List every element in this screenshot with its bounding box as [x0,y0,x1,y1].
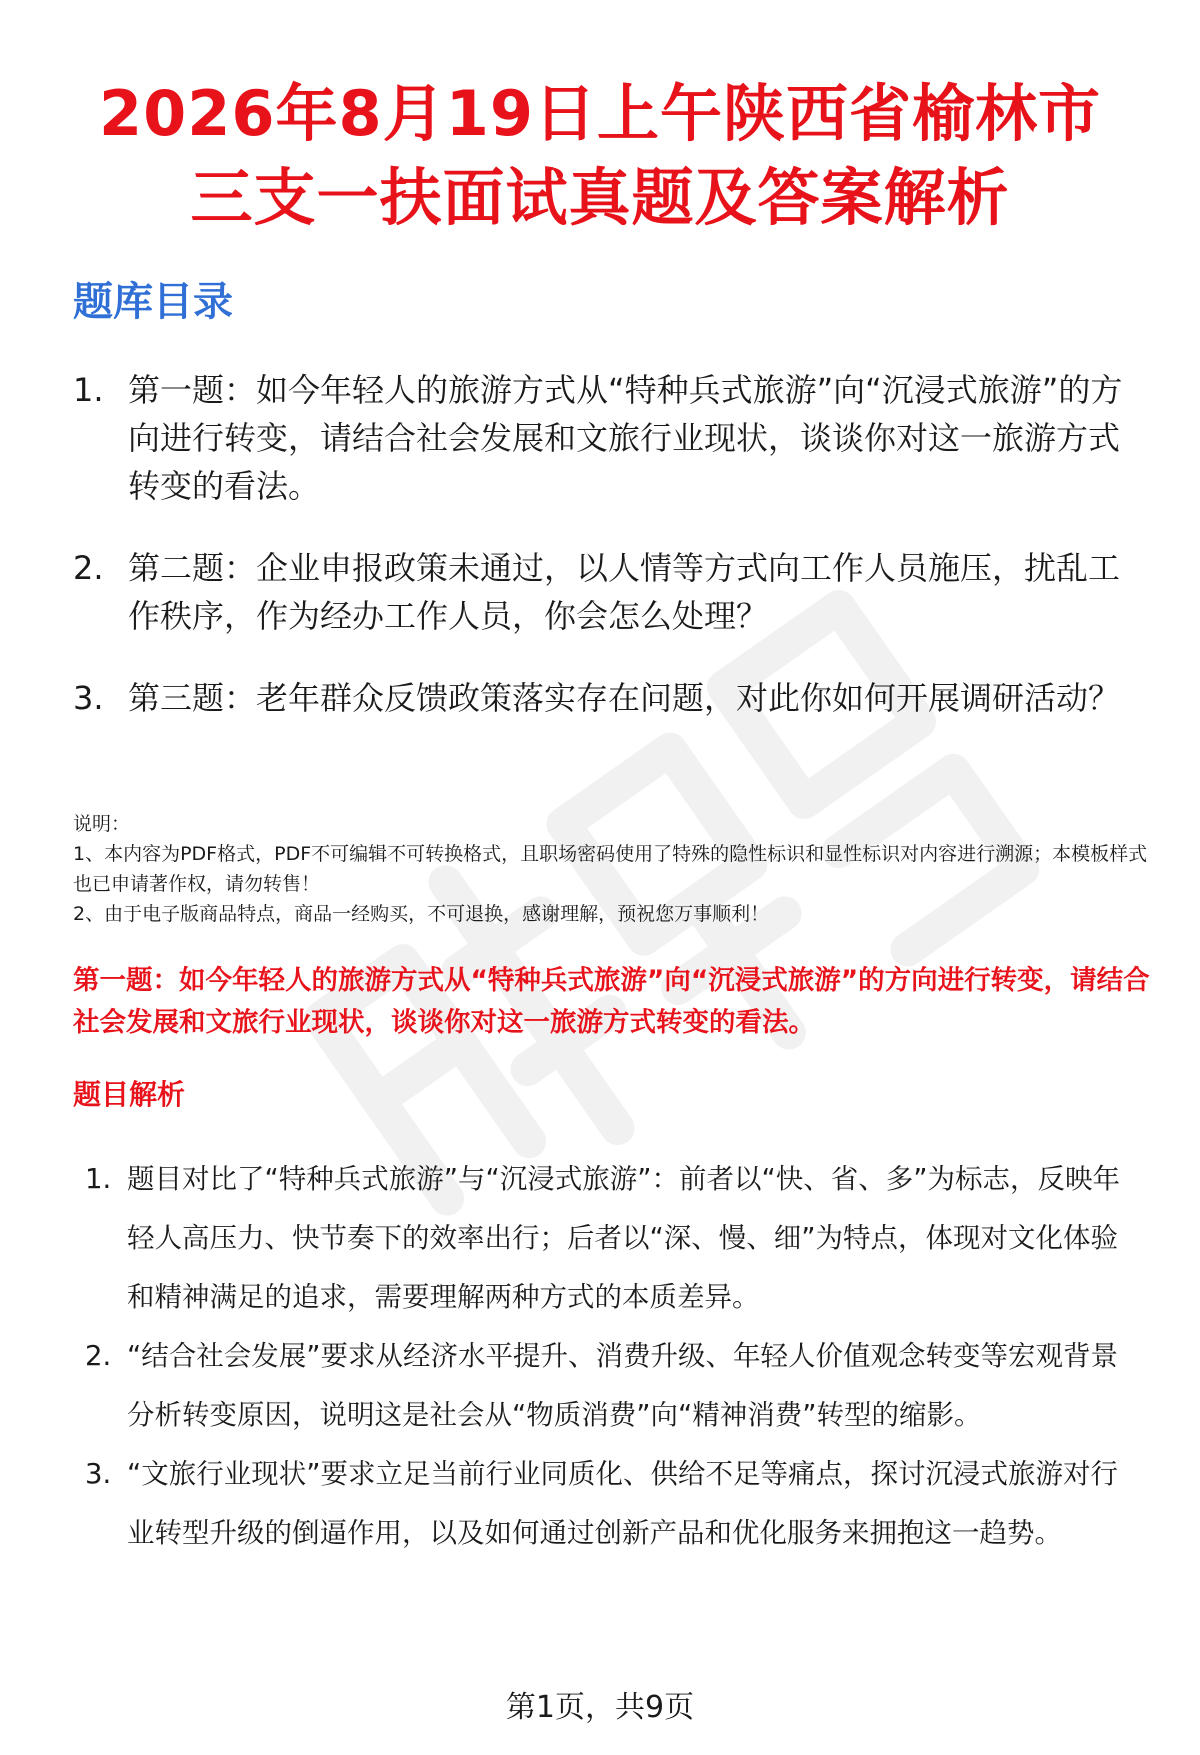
toc-heading: 题库目录 [73,279,233,325]
toc-item-3[interactable] [73,674,1143,722]
notes-line-1: 1、本内容为PDF格式，PDF不可编辑不可转换格式，且职场密码使用了特殊的隐性标识和显性标识对内容进行溯源；本模板样式也已申请著作权，请勿转售！ [73,843,1148,895]
toc-item-text: 第一题：如今年轻人的旅游方式从“特种兵式旅游”向“沉浸式旅游”的方向进行转变，请结合社会发展和文旅行业现状，谈谈你对这一旅游方式转变的看法。 [128,371,1123,505]
document-title [40,72,1160,240]
analysis-item-number: 2. [85,1340,112,1372]
toc-item-number: 2. [73,549,104,587]
toc-item-text: 第三题：老年群众反馈政策落实存在问题，对此你如何开展调研活动？ [128,679,1121,717]
analysis-item-number: 3. [85,1458,112,1490]
title-line-2: 三支一扶面试真题及答案解析 [190,161,1010,234]
toc-item-1[interactable] [73,366,1143,510]
analysis-item-text: “文旅行业现状”要求立足当前行业同质化、供给不足等痛点，探讨沉浸式旅游对行业转型升级的倒逼作用，以及如何通过创新产品和优化服务来拥抱这一趋势。 [127,1458,1118,1549]
toc-item-number: 3. [73,679,104,717]
notes-line-2: 2、由于电子版商品特点，商品一经购买，不可退换，感谢理解，预祝您万事顺利！ [73,903,770,925]
toc-list [73,366,1143,722]
analysis-heading: 题目解析 [73,1078,186,1111]
notes-label: 说明： [73,813,131,835]
analysis-list [85,1150,1145,1563]
analysis-item-text: “结合社会发展”要求从经济水平提升、消费升级、年轻人价值观念转变等宏观背景分析转变原因，说明这是社会从“物质消费”向“精神消费”转型的缩影。 [127,1340,1118,1431]
page-number: 第1页，共9页 [505,1690,695,1725]
toc-item-text: 第二题：企业申报政策未通过，以人情等方式向工作人员施压，扰乱工作秩序，作为经办工作人员，你会怎么处理？ [128,549,1121,635]
notes-section [73,809,1163,929]
title-line-1: 2026年8月19日上午陕西省榆林市 [99,77,1101,150]
analysis-item-3 [85,1445,1145,1563]
toc-item-number: 1. [73,371,104,409]
analysis-item-1 [85,1150,1145,1327]
question-1-heading: 第一题：如今年轻人的旅游方式从“特种兵式旅游”向“沉浸式旅游”的方向进行转变，请结合社会发展和文旅行业现状，谈谈你对这一旅游方式转变的看法。 [73,965,1150,1038]
analysis-item-text: 题目对比了“特种兵式旅游”与“沉浸式旅游”：前者以“快、省、多”为标志，反映年轻人高压力、快节奏下的效率出行；后者以“深、慢、细”为特点，体现对文化体验和精神满足的追求，需要理解两种方式的本质差异。 [127,1163,1120,1313]
analysis-item-2 [85,1327,1145,1445]
analysis-item-number: 1. [85,1163,112,1195]
toc-item-2[interactable] [73,544,1143,640]
